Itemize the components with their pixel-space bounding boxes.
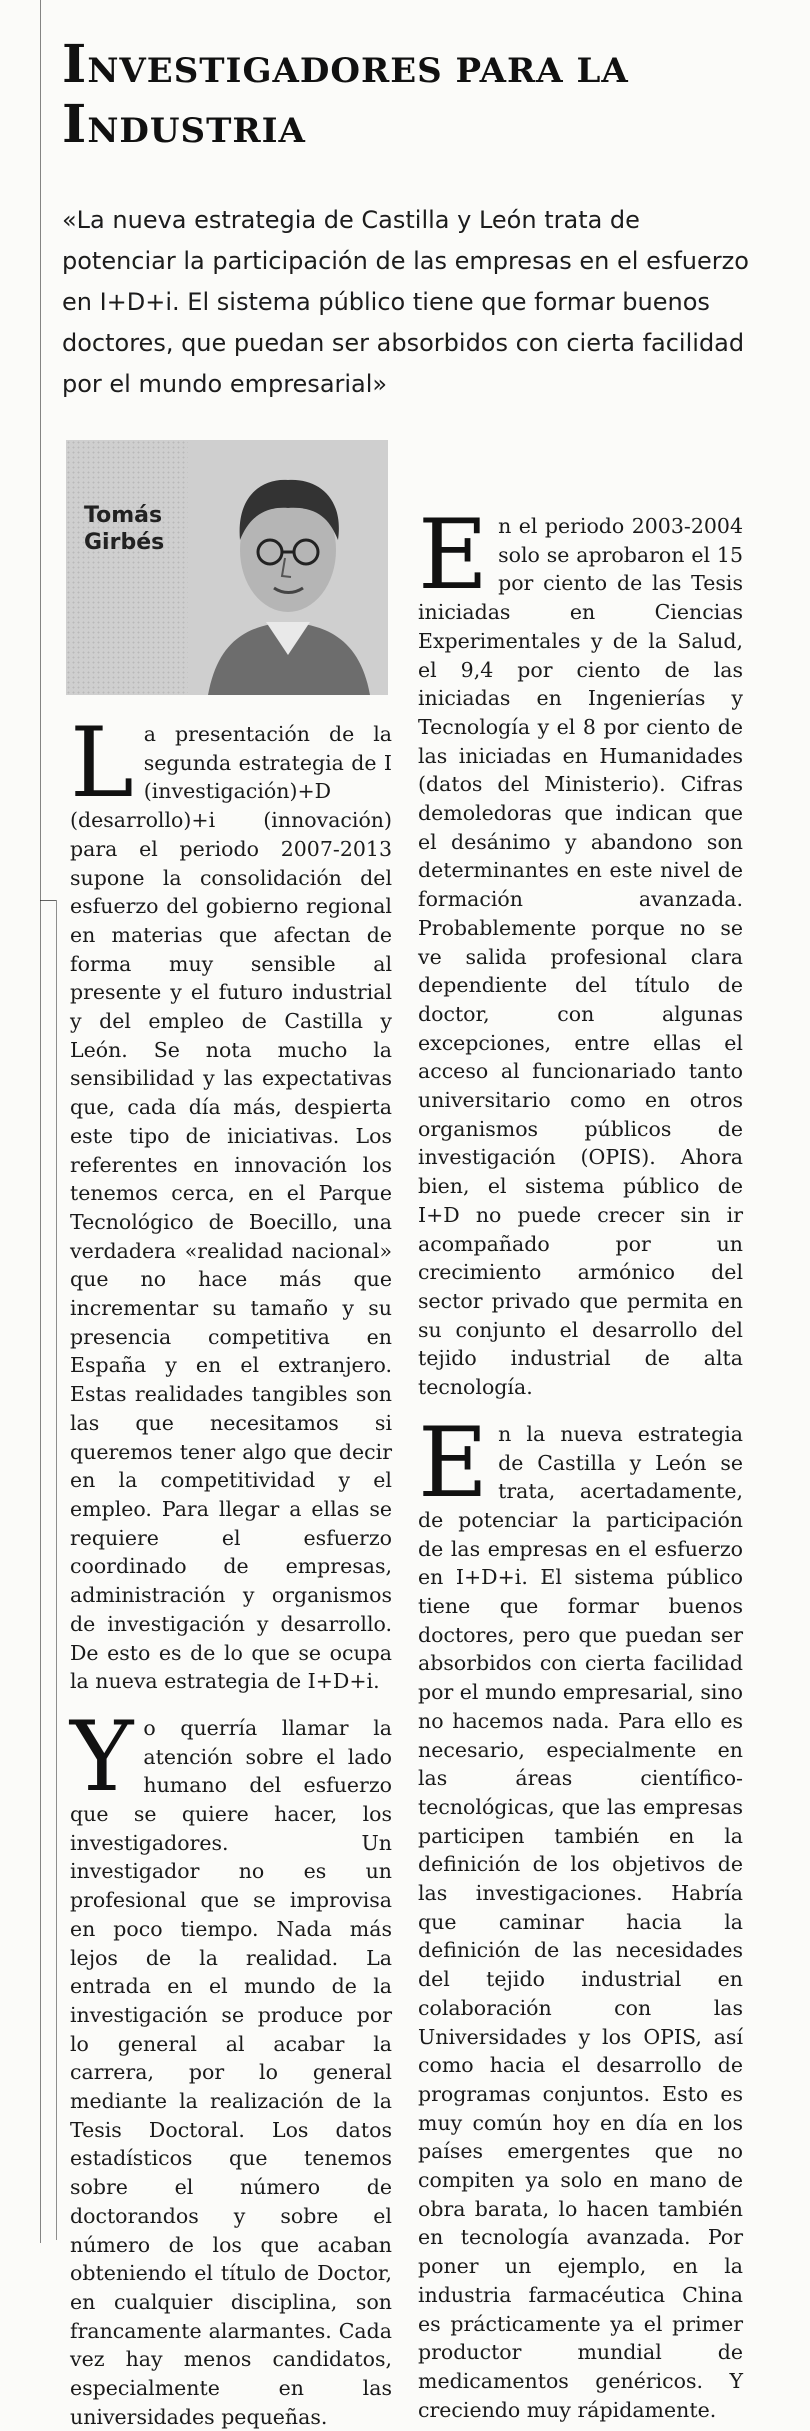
- title-initial-1: I: [62, 34, 88, 95]
- paragraph: [70, 1700, 392, 2431]
- title-part-2: NDUSTRIA: [87, 111, 306, 151]
- drop-cap: E: [418, 499, 489, 611]
- paragraph: [418, 499, 743, 1402]
- margin-rule: [40, 0, 41, 2243]
- paragraph: [70, 707, 392, 1696]
- left-column: [70, 707, 392, 2431]
- column-margin-rule: [56, 900, 57, 2240]
- author-first-name: Tomás: [84, 503, 163, 528]
- author-last-name: Girbés: [84, 530, 165, 555]
- paragraph-text: n el periodo 2003-2004 solo se aprobaron el 15 por ciento de las Tesis iniciadas en Ciencias Experimentales y de la Salud, el 9,4 por ciento de las iniciadas en Ingenierías y Tecnología y el 8 por ciento de las iniciadas en Humanidades (datos del Ministerio). Cifras demoledoras que indican que el desánimo y abandono son determinantes en este nivel de formación avanzada. Probablemente porque no se ve salida profesional clara dependiente del título de doctor, con algunas excepciones, entre ellas el acceso al funcionariado tanto universitario como en otros organismos públicos de investigación (OPIS). Ahora bien, el sistema público de I+D no puede crecer sin ir acompañado por un crecimiento armónico del sector privado que permita en su conjunto el desarrollo del tejido industrial de alta tecnología.: [418, 514, 743, 1400]
- right-column: [418, 499, 743, 2424]
- paragraph-text: o querría llamar la atención sobre el lado humano del esfuerzo que se quiere hacer, los investigadores. Un investigador no es un profesional que se improvisa en poco tiempo. Nada más lejos de la realidad. La entrada en el mundo de la investigación se produce por lo general al acabar la carrera, por lo general mediante la realización de la Tesis Doctoral. Los datos estadísticos que tenemos sobre el número de doctorandos y sobre el número de los que acaban obteniendo el título de Doctor, en cualquier disciplina, son francamente alarmantes. Cada vez hay menos candidatos, especialmente en las universidades pequeñas.: [70, 1715, 392, 2429]
- paragraph-text: n la nueva estrategia de Castilla y León se trata, acertadamente, de potenciar la participación de las empresas en el esfuerzo en I+D+i. El sistema público tiene que formar buenos doctores, pero que puedan ser absorbidos con cierta facilidad por el mundo empresarial, sino no hacemos nada. Para ello es necesario, especialmente en las áreas científico-tecnológicas, que las empresas participen también en la definición de los objetivos de las investigaciones. Habría que caminar hacia la definición de las necesidades del tejido industrial en colaboración con las Universidades y los OPIS, así como hacia el desarrollo de programas conjuntos. Esto es muy común hoy en día en los países emergentes que no compiten ya solo en mano de obra barata, lo hacen también en tecnología avanzada. Por poner un ejemplo, en la industria farmacéutica China es prácticamente ya el primer productor mundial de medicamentos genéricos. Y creciendo muy rápidamente.: [418, 1421, 743, 2422]
- article-lede: «La nueva estrategia de Castilla y León trata de potenciar la participación de las empresas en el esfuerzo en I+D+i. El sistema público tiene que formar buenos doctores, que puedan ser absorbidos con cierta facilidad por el mundo empresarial»: [62, 206, 749, 398]
- drop-cap: Y: [70, 1700, 134, 1813]
- author-box: [66, 440, 388, 695]
- drop-cap: E: [418, 1406, 489, 1519]
- paragraph-text: a presentación de la segunda estrategia de I (investigación)+D (desarrollo)+i (innovación) para el periodo 2007-2013 supone la consolidación del esfuerzo del gobierno regional en materias que afectan de forma muy sensible al presente y el futuro industrial y del empleo de Castilla y León. Se nota mucho la sensibilidad y las expectativas que, cada día más, despierta este tipo de iniciativas. Los referentes en innovación los tenemos cerca, en el Parque Tecnológico de Boecillo, una verdadera «realidad nacional» que no hace más que incrementar su tamaño y su presencia competitiva en España y en el extranjero. Estas realidades tangibles son las que necesitamos si queremos tener algo que decir en la competitividad y el empleo. Para llegar a ellas se requiere el esfuerzo coordinado de empresas, administración y organismos de investigación y desarrollo. De esto es de lo que se ocupa la nueva estrategia de I+D+i.: [70, 722, 392, 1694]
- paragraph: [418, 1406, 743, 2425]
- author-name: [84, 502, 164, 556]
- title-part-1: NVESTIGADORES PARA LA: [87, 51, 629, 91]
- author-photo: [188, 440, 388, 695]
- margin-tick: [40, 900, 56, 901]
- drop-cap: L: [70, 707, 134, 819]
- title-initial-2: I: [62, 94, 88, 155]
- article-title: [62, 34, 762, 158]
